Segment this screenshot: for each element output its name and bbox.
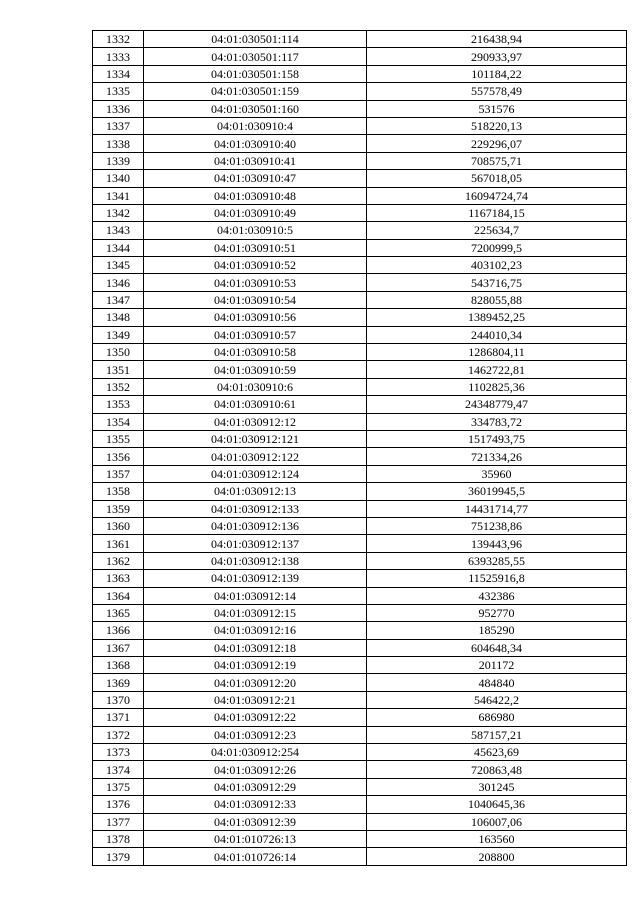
cadastral-value-cell: 36019945,5 bbox=[367, 483, 627, 500]
cadastral-number-cell: 04:01:030912:254 bbox=[144, 744, 367, 761]
table-row bbox=[93, 309, 627, 326]
cadastral-value-cell: 1286804,11 bbox=[367, 344, 627, 361]
cadastral-number-cell: 04:01:030912:12 bbox=[144, 413, 367, 430]
row-number-cell: 1373 bbox=[93, 744, 144, 761]
cadastral-value-cell: 546422,2 bbox=[367, 691, 627, 708]
table-row bbox=[93, 239, 627, 256]
row-number-cell: 1340 bbox=[93, 170, 144, 187]
table-row bbox=[93, 65, 627, 82]
table-row bbox=[93, 830, 627, 847]
table-row bbox=[93, 48, 627, 65]
row-number-cell: 1348 bbox=[93, 309, 144, 326]
table-row bbox=[93, 378, 627, 395]
cadastral-value-cell: 1102825,36 bbox=[367, 378, 627, 395]
table-row bbox=[93, 291, 627, 308]
row-number-cell: 1354 bbox=[93, 413, 144, 430]
cadastral-value-cell: 6393285,55 bbox=[367, 552, 627, 569]
table-row bbox=[93, 796, 627, 813]
row-number-cell: 1366 bbox=[93, 622, 144, 639]
cadastral-value-cell: 24348779,47 bbox=[367, 396, 627, 413]
cadastral-value-cell: 952770 bbox=[367, 604, 627, 621]
cadastral-number-cell: 04:01:030912:16 bbox=[144, 622, 367, 639]
cadastral-value-cell: 35960 bbox=[367, 465, 627, 482]
row-number-cell: 1342 bbox=[93, 204, 144, 221]
row-number-cell: 1376 bbox=[93, 796, 144, 813]
cadastral-number-cell: 04:01:030910:4 bbox=[144, 117, 367, 134]
cadastral-number-cell: 04:01:030912:121 bbox=[144, 430, 367, 447]
table-row bbox=[93, 465, 627, 482]
row-number-cell: 1372 bbox=[93, 726, 144, 743]
cadastral-number-cell: 04:01:030910:59 bbox=[144, 361, 367, 378]
cadastral-value-cell: 11525916,8 bbox=[367, 570, 627, 587]
row-number-cell: 1347 bbox=[93, 291, 144, 308]
cadastral-value-cell: 708575,71 bbox=[367, 152, 627, 169]
table-row bbox=[93, 761, 627, 778]
table-row bbox=[93, 274, 627, 291]
cadastral-number-cell: 04:01:030912:122 bbox=[144, 448, 367, 465]
row-number-cell: 1370 bbox=[93, 691, 144, 708]
table-row bbox=[93, 813, 627, 830]
cadastral-number-cell: 04:01:030912:133 bbox=[144, 500, 367, 517]
row-number-cell: 1377 bbox=[93, 813, 144, 830]
cadastral-number-cell: 04:01:030910:56 bbox=[144, 309, 367, 326]
cadastral-number-cell: 04:01:030912:15 bbox=[144, 604, 367, 621]
table-row bbox=[93, 709, 627, 726]
table-row bbox=[93, 430, 627, 447]
table-row bbox=[93, 552, 627, 569]
cadastral-number-cell: 04:01:030912:136 bbox=[144, 517, 367, 534]
cadastral-value-cell: 587157,21 bbox=[367, 726, 627, 743]
cadastral-value-cell: 244010,34 bbox=[367, 326, 627, 343]
table-row bbox=[93, 691, 627, 708]
table-row bbox=[93, 587, 627, 604]
row-number-cell: 1359 bbox=[93, 500, 144, 517]
table-row bbox=[93, 744, 627, 761]
table-row bbox=[93, 344, 627, 361]
cadastral-value-cell: 721334,26 bbox=[367, 448, 627, 465]
row-number-cell: 1357 bbox=[93, 465, 144, 482]
cadastral-number-cell: 04:01:030912:33 bbox=[144, 796, 367, 813]
row-number-cell: 1352 bbox=[93, 378, 144, 395]
cadastral-number-cell: 04:01:030912:26 bbox=[144, 761, 367, 778]
cadastral-number-cell: 04:01:010726:13 bbox=[144, 830, 367, 847]
cadastral-number-cell: 04:01:030910:58 bbox=[144, 344, 367, 361]
cadastral-number-cell: 04:01:030910:54 bbox=[144, 291, 367, 308]
row-number-cell: 1369 bbox=[93, 674, 144, 691]
table-row bbox=[93, 135, 627, 152]
cadastral-value-cell: 163560 bbox=[367, 830, 627, 847]
table-row bbox=[93, 204, 627, 221]
cadastral-value-cell: 14431714,77 bbox=[367, 500, 627, 517]
table-row bbox=[93, 222, 627, 239]
cadastral-number-cell: 04:01:030910:41 bbox=[144, 152, 367, 169]
cadastral-value-cell: 432386 bbox=[367, 587, 627, 604]
row-number-cell: 1336 bbox=[93, 100, 144, 117]
row-number-cell: 1353 bbox=[93, 396, 144, 413]
cadastral-value-cell: 201172 bbox=[367, 657, 627, 674]
cadastral-number-cell: 04:01:030910:5 bbox=[144, 222, 367, 239]
table-row bbox=[93, 500, 627, 517]
cadastral-number-cell: 04:01:010726:14 bbox=[144, 848, 367, 865]
cadastral-value-cell: 225634,7 bbox=[367, 222, 627, 239]
cadastral-number-cell: 04:01:030912:19 bbox=[144, 657, 367, 674]
row-number-cell: 1363 bbox=[93, 570, 144, 587]
cadastral-value-cell: 1517493,75 bbox=[367, 430, 627, 447]
row-number-cell: 1371 bbox=[93, 709, 144, 726]
cadastral-number-cell: 04:01:030910:6 bbox=[144, 378, 367, 395]
table-row bbox=[93, 117, 627, 134]
cadastral-number-cell: 04:01:030912:14 bbox=[144, 587, 367, 604]
cadastral-number-cell: 04:01:030912:18 bbox=[144, 639, 367, 656]
cadastral-value-cell: 484840 bbox=[367, 674, 627, 691]
table-row bbox=[93, 326, 627, 343]
row-number-cell: 1344 bbox=[93, 239, 144, 256]
table-row bbox=[93, 448, 627, 465]
cadastral-value-cell: 1389452,25 bbox=[367, 309, 627, 326]
table-body bbox=[93, 31, 627, 866]
row-number-cell: 1351 bbox=[93, 361, 144, 378]
table-row bbox=[93, 622, 627, 639]
cadastral-value-cell: 139443,96 bbox=[367, 535, 627, 552]
cadastral-value-cell: 828055,88 bbox=[367, 291, 627, 308]
cadastral-number-cell: 04:01:030912:22 bbox=[144, 709, 367, 726]
cadastral-number-cell: 04:01:030910:61 bbox=[144, 396, 367, 413]
cadastral-number-cell: 04:01:030910:47 bbox=[144, 170, 367, 187]
row-number-cell: 1338 bbox=[93, 135, 144, 152]
table-row bbox=[93, 100, 627, 117]
table-row bbox=[93, 170, 627, 187]
cadastral-value-cell: 403102,23 bbox=[367, 257, 627, 274]
cadastral-value-cell: 557578,49 bbox=[367, 83, 627, 100]
row-number-cell: 1343 bbox=[93, 222, 144, 239]
table-row bbox=[93, 396, 627, 413]
row-number-cell: 1375 bbox=[93, 778, 144, 795]
row-number-cell: 1337 bbox=[93, 117, 144, 134]
table-row bbox=[93, 535, 627, 552]
cadastral-number-cell: 04:01:030910:49 bbox=[144, 204, 367, 221]
cadastral-value-cell: 216438,94 bbox=[367, 31, 627, 48]
row-number-cell: 1333 bbox=[93, 48, 144, 65]
cadastral-number-cell: 04:01:030501:117 bbox=[144, 48, 367, 65]
cadastral-value-cell: 45623,69 bbox=[367, 744, 627, 761]
cadastral-value-cell: 208800 bbox=[367, 848, 627, 865]
cadastral-value-cell: 720863,48 bbox=[367, 761, 627, 778]
cadastral-value-cell: 518220,13 bbox=[367, 117, 627, 134]
row-number-cell: 1356 bbox=[93, 448, 144, 465]
cadastral-number-cell: 04:01:030501:158 bbox=[144, 65, 367, 82]
cadastral-number-cell: 04:01:030912:13 bbox=[144, 483, 367, 500]
table-row bbox=[93, 361, 627, 378]
table-row bbox=[93, 152, 627, 169]
cadastral-value-cell: 567018,05 bbox=[367, 170, 627, 187]
cadastral-value-cell: 686980 bbox=[367, 709, 627, 726]
row-number-cell: 1341 bbox=[93, 187, 144, 204]
cadastral-number-cell: 04:01:030910:51 bbox=[144, 239, 367, 256]
table-row bbox=[93, 483, 627, 500]
table-row bbox=[93, 31, 627, 48]
table-row bbox=[93, 570, 627, 587]
row-number-cell: 1360 bbox=[93, 517, 144, 534]
row-number-cell: 1368 bbox=[93, 657, 144, 674]
table-row bbox=[93, 639, 627, 656]
cadastral-value-cell: 334783,72 bbox=[367, 413, 627, 430]
row-number-cell: 1364 bbox=[93, 587, 144, 604]
row-number-cell: 1378 bbox=[93, 830, 144, 847]
cadastral-value-cell: 1040645,36 bbox=[367, 796, 627, 813]
table-row bbox=[93, 674, 627, 691]
table-row bbox=[93, 257, 627, 274]
row-number-cell: 1349 bbox=[93, 326, 144, 343]
cadastral-value-cell: 751238,86 bbox=[367, 517, 627, 534]
cadastral-number-cell: 04:01:030912:124 bbox=[144, 465, 367, 482]
row-number-cell: 1339 bbox=[93, 152, 144, 169]
cadastral-number-cell: 04:01:030501:160 bbox=[144, 100, 367, 117]
row-number-cell: 1346 bbox=[93, 274, 144, 291]
table-row bbox=[93, 657, 627, 674]
cadastral-number-cell: 04:01:030912:20 bbox=[144, 674, 367, 691]
cadastral-value-cell: 531576 bbox=[367, 100, 627, 117]
cadastral-value-cell: 290933,97 bbox=[367, 48, 627, 65]
cadastral-number-cell: 04:01:030912:23 bbox=[144, 726, 367, 743]
table-row bbox=[93, 726, 627, 743]
cadastral-value-cell: 543716,75 bbox=[367, 274, 627, 291]
table-row bbox=[93, 778, 627, 795]
cadastral-value-cell: 7200999,5 bbox=[367, 239, 627, 256]
row-number-cell: 1355 bbox=[93, 430, 144, 447]
table-row bbox=[93, 517, 627, 534]
cadastral-value-cell: 604648,34 bbox=[367, 639, 627, 656]
cadastral-number-cell: 04:01:030501:159 bbox=[144, 83, 367, 100]
cadastral-value-cell: 101184,22 bbox=[367, 65, 627, 82]
table-row bbox=[93, 848, 627, 865]
table-row bbox=[93, 187, 627, 204]
row-number-cell: 1379 bbox=[93, 848, 144, 865]
cadastral-value-cell: 229296,07 bbox=[367, 135, 627, 152]
cadastral-value-cell: 106007,06 bbox=[367, 813, 627, 830]
row-number-cell: 1361 bbox=[93, 535, 144, 552]
cadastral-value-cell: 185290 bbox=[367, 622, 627, 639]
row-number-cell: 1334 bbox=[93, 65, 144, 82]
cadastral-number-cell: 04:01:030910:40 bbox=[144, 135, 367, 152]
cadastral-number-cell: 04:01:030912:138 bbox=[144, 552, 367, 569]
row-number-cell: 1358 bbox=[93, 483, 144, 500]
row-number-cell: 1367 bbox=[93, 639, 144, 656]
cadastral-number-cell: 04:01:030912:137 bbox=[144, 535, 367, 552]
table-row bbox=[93, 604, 627, 621]
row-number-cell: 1365 bbox=[93, 604, 144, 621]
cadastral-number-cell: 04:01:030912:39 bbox=[144, 813, 367, 830]
row-number-cell: 1332 bbox=[93, 31, 144, 48]
cadastral-number-cell: 04:01:030912:139 bbox=[144, 570, 367, 587]
cadastral-number-cell: 04:01:030912:21 bbox=[144, 691, 367, 708]
cadastral-number-cell: 04:01:030501:114 bbox=[144, 31, 367, 48]
row-number-cell: 1345 bbox=[93, 257, 144, 274]
cadastral-value-cell: 301245 bbox=[367, 778, 627, 795]
cadastre-value-table bbox=[92, 30, 627, 866]
cadastral-number-cell: 04:01:030912:29 bbox=[144, 778, 367, 795]
cadastral-value-cell: 1462722,81 bbox=[367, 361, 627, 378]
cadastral-number-cell: 04:01:030910:52 bbox=[144, 257, 367, 274]
cadastral-number-cell: 04:01:030910:53 bbox=[144, 274, 367, 291]
table-row bbox=[93, 413, 627, 430]
row-number-cell: 1374 bbox=[93, 761, 144, 778]
row-number-cell: 1350 bbox=[93, 344, 144, 361]
cadastral-value-cell: 16094724,74 bbox=[367, 187, 627, 204]
row-number-cell: 1335 bbox=[93, 83, 144, 100]
table-row bbox=[93, 83, 627, 100]
cadastral-number-cell: 04:01:030910:57 bbox=[144, 326, 367, 343]
cadastral-number-cell: 04:01:030910:48 bbox=[144, 187, 367, 204]
row-number-cell: 1362 bbox=[93, 552, 144, 569]
cadastral-value-cell: 1167184,15 bbox=[367, 204, 627, 221]
